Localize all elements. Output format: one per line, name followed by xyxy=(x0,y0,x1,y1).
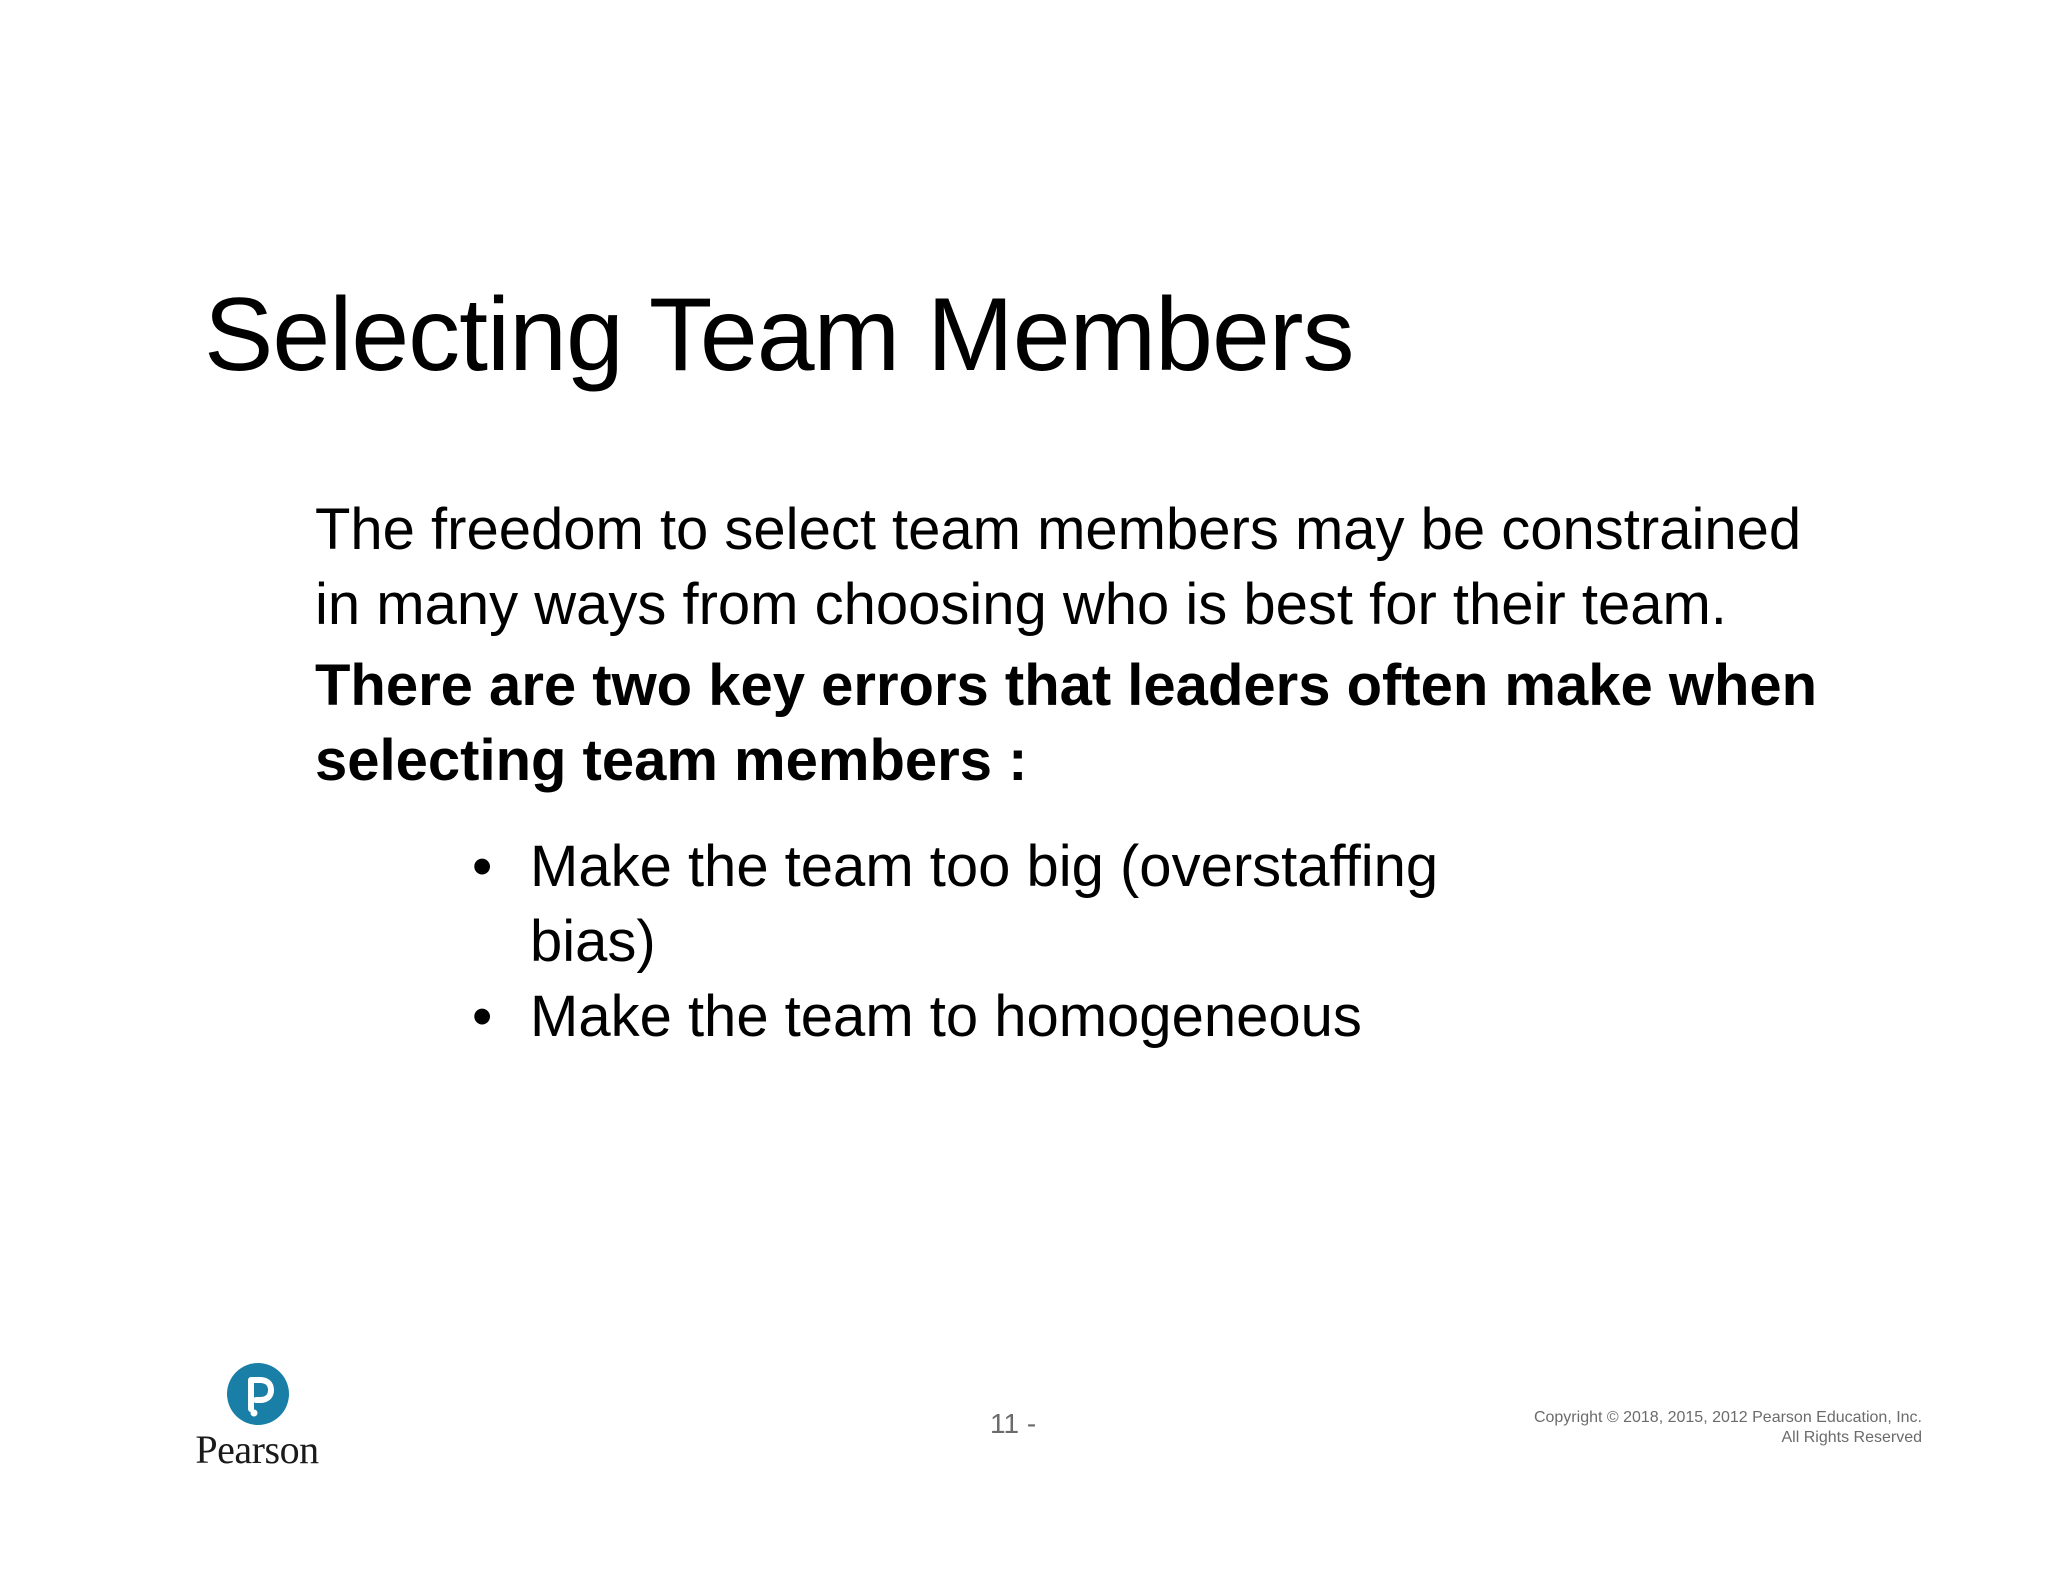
error-list-item-text: Make the team too big (overstaffing bias) xyxy=(530,834,1439,974)
error-list-item xyxy=(472,829,1470,979)
copyright-line: Copyright © 2018, 2015, 2012 Pearson Education, Inc. xyxy=(1533,1409,1922,1426)
error-list-item-text: Make the team to homogeneous xyxy=(530,984,1362,1049)
pearson-logo xyxy=(182,1362,332,1474)
page-number: 11 - xyxy=(990,1408,1037,1439)
bullet-icon: • xyxy=(472,984,493,1049)
intro-paragraph: The freedom to select team members may be constrained in many ways from choosing who is best for their team. xyxy=(315,497,1802,637)
error-list-item xyxy=(472,979,1835,1054)
slide-body xyxy=(315,492,1835,1054)
key-errors-paragraph: There are two key errors that leaders often make when selecting team members : xyxy=(315,653,1818,793)
pearson-p-icon xyxy=(226,1362,290,1426)
error-list xyxy=(315,829,1835,1054)
pearson-wordmark: Pearson xyxy=(195,1427,319,1472)
bullet-icon: • xyxy=(472,834,493,899)
rights-line: All Rights Reserved xyxy=(1781,1429,1922,1446)
copyright-notice xyxy=(1534,1408,1922,1448)
slide-title: Selecting Team Members xyxy=(204,277,1354,393)
